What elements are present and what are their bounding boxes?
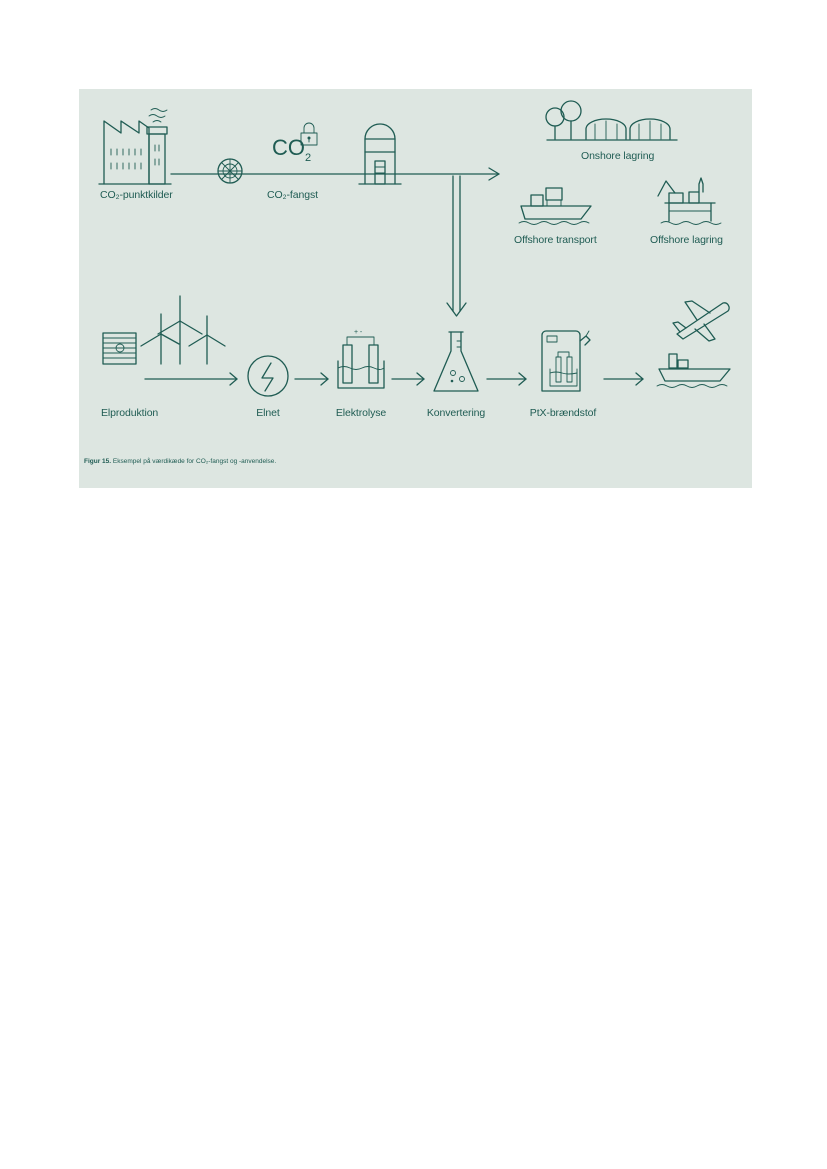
label-onshore-storage: Onshore lagring <box>581 150 655 162</box>
caption-number: Figur 15. <box>84 458 112 465</box>
ship-icon <box>657 354 730 388</box>
electrolysis-cell-icon <box>338 337 384 388</box>
figure-caption <box>84 458 276 465</box>
label-conversion: Konvertering <box>426 407 486 419</box>
greenhouse-icon <box>547 119 677 140</box>
cargo-ship-icon <box>519 188 591 225</box>
co2-subscript: 2 <box>305 152 312 164</box>
flask-icon <box>434 332 478 391</box>
label-offshore-transport: Offshore transport <box>514 234 597 246</box>
pipe-valve-icon <box>218 159 242 183</box>
solar-panel-icon <box>103 333 136 364</box>
figure-panel <box>79 89 752 488</box>
factory-icon <box>99 109 171 185</box>
label-capture: CO₂-fangst <box>267 189 318 201</box>
fuel-canister-icon <box>542 331 590 391</box>
caption-text: Eksempel på værdikæde for CO₂-fangst og -anvendelse. <box>112 458 277 465</box>
down-arrow <box>447 176 466 316</box>
capture-tank-icon <box>359 124 401 184</box>
trees-icon <box>546 101 581 139</box>
oil-platform-icon <box>658 178 721 225</box>
label-ptx-fuel: PtX-brændstof <box>529 407 597 419</box>
co2-symbol <box>272 135 312 164</box>
bottom-flow-arrows <box>145 373 643 385</box>
label-offshore-storage: Offshore lagring <box>650 234 723 246</box>
wind-turbine-icon <box>141 296 225 364</box>
lightning-icon <box>248 356 288 396</box>
value-chain-diagram <box>79 89 752 488</box>
co2-text: CO <box>272 135 305 160</box>
airplane-icon <box>673 301 729 341</box>
label-power-production: Elproduktion <box>101 407 159 419</box>
label-grid: Elnet <box>256 407 280 419</box>
label-point-sources: CO₂-punktkilder <box>100 189 173 201</box>
electrolysis-poles: + - <box>354 329 363 336</box>
label-electrolysis: Elektrolyse <box>335 407 387 419</box>
